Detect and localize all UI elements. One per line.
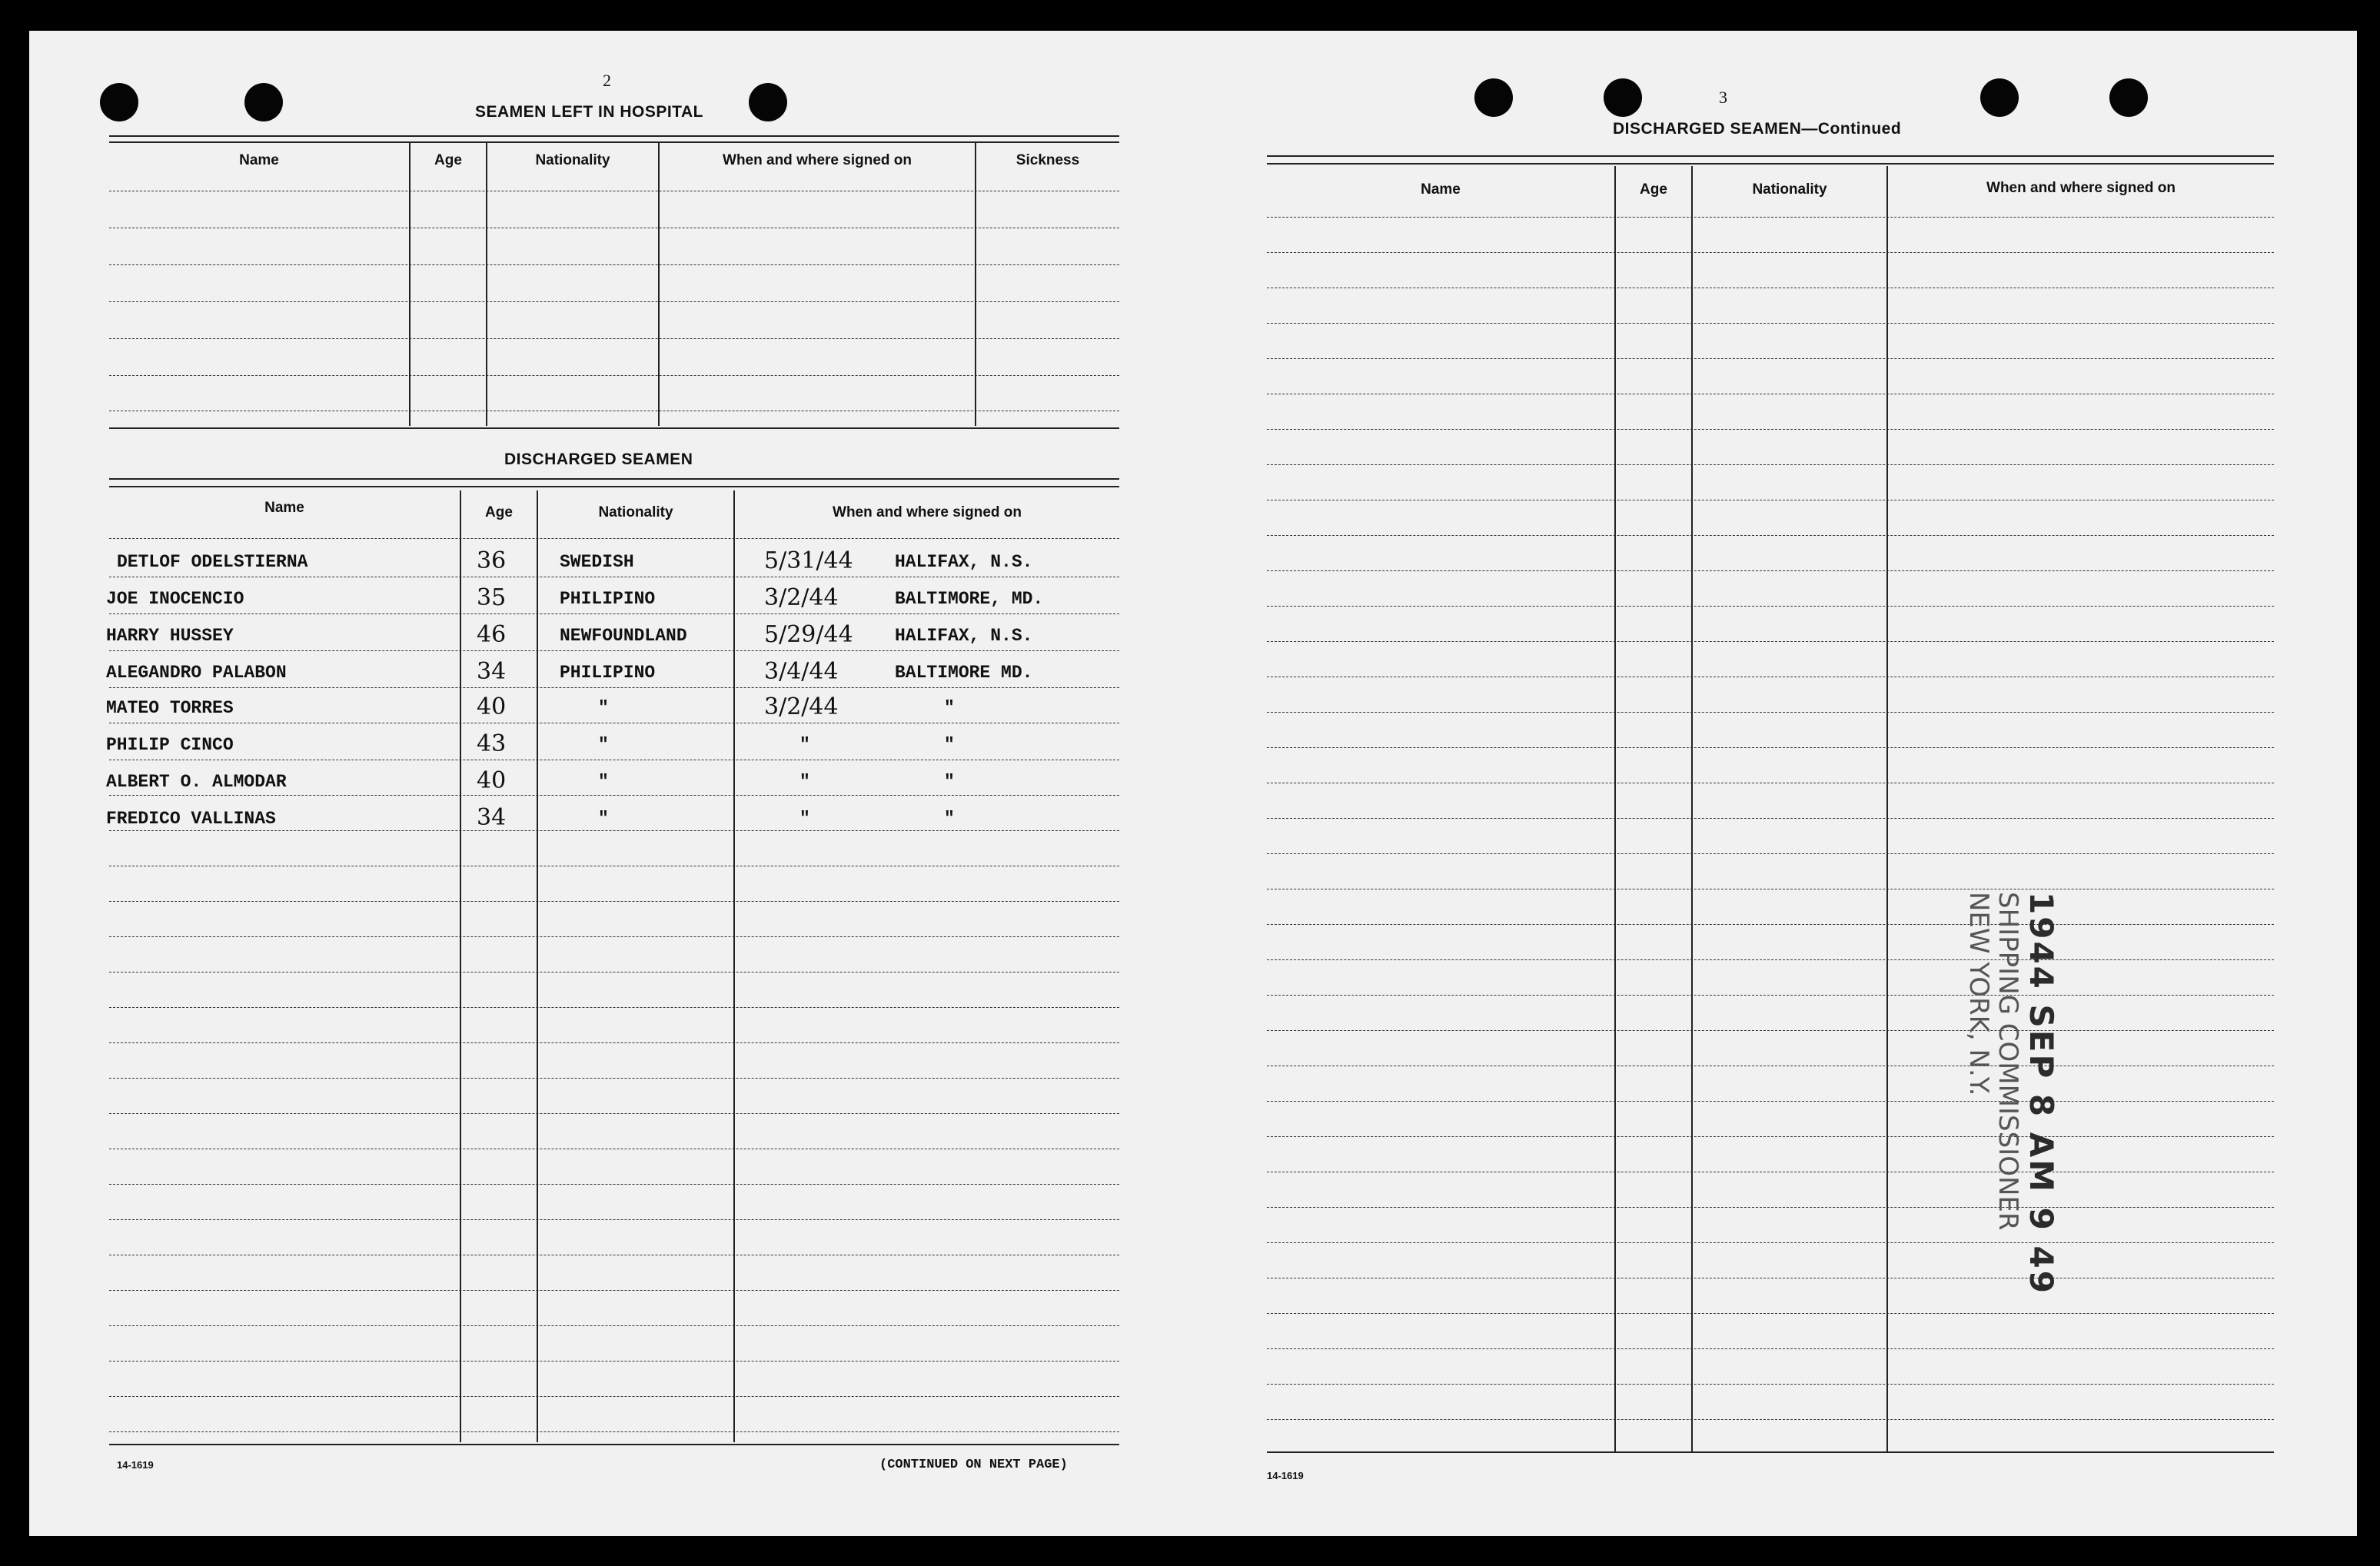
punch-hole <box>1604 78 1642 117</box>
signed-on-date: " <box>799 809 810 829</box>
hospital-col-age: Age <box>434 152 462 168</box>
hospital-col-name: Name <box>239 152 279 168</box>
document-sheet <box>29 31 2357 1536</box>
signed-on-date: " <box>799 772 810 792</box>
discharged-col-nationality: Nationality <box>598 504 673 520</box>
punch-hole <box>2109 78 2148 117</box>
seaman-nationality: " <box>598 772 609 792</box>
seaman-name: JOE INOCENCIO <box>106 589 244 609</box>
seaman-name: PHILIP CINCO <box>106 735 234 755</box>
seaman-name: DETLOF ODELSTIERNA <box>117 552 308 572</box>
signed-on-date: 3/2/44 <box>764 693 839 720</box>
seaman-age: 46 <box>477 621 507 648</box>
seaman-nationality: PHILIPINO <box>560 663 656 683</box>
page-number-left: 2 <box>603 71 611 90</box>
seaman-name: ALBERT O. ALMODAR <box>106 772 287 792</box>
continued-col-name: Name <box>1421 181 1461 198</box>
signed-on-place: " <box>944 698 955 718</box>
signed-on-place: BALTIMORE MD. <box>895 663 1033 683</box>
signed-on-place: HALIFAX, N.S. <box>895 626 1033 646</box>
stamp-date: 1944 SEP 8 AM 9 49 <box>2023 892 2060 1295</box>
seaman-age: 35 <box>477 584 507 611</box>
received-stamp <box>1964 892 2060 1295</box>
seaman-age: 34 <box>477 658 507 685</box>
discharged-col-age: Age <box>485 504 513 520</box>
page-number-right: 3 <box>1719 88 1727 107</box>
signed-on-place: HALIFAX, N.S. <box>895 552 1033 572</box>
discharged-col-name: Name <box>264 500 304 516</box>
stamp-office-line-1: SHIPPING COMMISSIONER <box>1993 892 2023 1231</box>
form-number-right: 14-1619 <box>1267 1470 1304 1481</box>
hospital-col-sickness: Sickness <box>1015 152 1080 168</box>
signed-on-place: BALTIMORE, MD. <box>895 589 1044 609</box>
seaman-name: HARRY HUSSEY <box>106 626 234 646</box>
signed-on-date: 3/4/44 <box>764 658 839 685</box>
seaman-nationality: SWEDISH <box>560 552 634 572</box>
seaman-nationality: NEWFOUNDLAND <box>560 626 687 646</box>
form-number-left: 14-1619 <box>117 1459 154 1471</box>
discharged-section-title: DISCHARGED SEAMEN <box>504 451 693 468</box>
punch-hole <box>749 83 787 121</box>
seaman-nationality: " <box>598 698 609 718</box>
continued-col-nationality: Nationality <box>1752 181 1827 198</box>
punch-hole <box>100 83 138 121</box>
seaman-age: 40 <box>477 767 507 794</box>
punch-hole <box>244 83 283 121</box>
signed-on-date: 5/29/44 <box>764 621 853 648</box>
signed-on-date: " <box>799 735 810 755</box>
signed-on-place: " <box>944 772 955 792</box>
seaman-age: 43 <box>477 730 507 757</box>
discharged-col-signed-on: When and where signed on <box>833 504 1022 520</box>
signed-on-place: " <box>944 809 955 829</box>
seaman-age: 36 <box>477 547 507 574</box>
seaman-nationality: PHILIPINO <box>560 589 656 609</box>
punch-hole <box>1980 78 2019 117</box>
stamp-office-line-2: NEW YORK, N.Y. <box>1963 892 1994 1096</box>
continued-note: (CONTINUED ON NEXT PAGE) <box>879 1458 1068 1472</box>
hospital-col-nationality: Nationality <box>535 152 610 168</box>
seaman-name: FREDICO VALLINAS <box>106 809 276 829</box>
seaman-name: ALEGANDRO PALABON <box>106 663 287 683</box>
hospital-section-title: SEAMEN LEFT IN HOSPITAL <box>475 103 703 121</box>
signed-on-date: 3/2/44 <box>764 584 839 611</box>
continued-col-signed-on: When and where signed on <box>1986 180 2176 196</box>
signed-on-date: 5/31/44 <box>764 547 853 574</box>
seaman-nationality: " <box>598 735 609 755</box>
continued-section-title: DISCHARGED SEAMEN—Continued <box>1613 120 1902 138</box>
seaman-name: MATEO TORRES <box>106 698 234 718</box>
punch-hole <box>1474 78 1513 117</box>
seaman-age: 40 <box>477 693 507 720</box>
continued-col-age: Age <box>1640 181 1667 198</box>
seaman-nationality: " <box>598 809 609 829</box>
hospital-col-signed-on: When and where signed on <box>723 152 912 168</box>
seaman-age: 34 <box>477 804 507 831</box>
signed-on-place: " <box>944 735 955 755</box>
